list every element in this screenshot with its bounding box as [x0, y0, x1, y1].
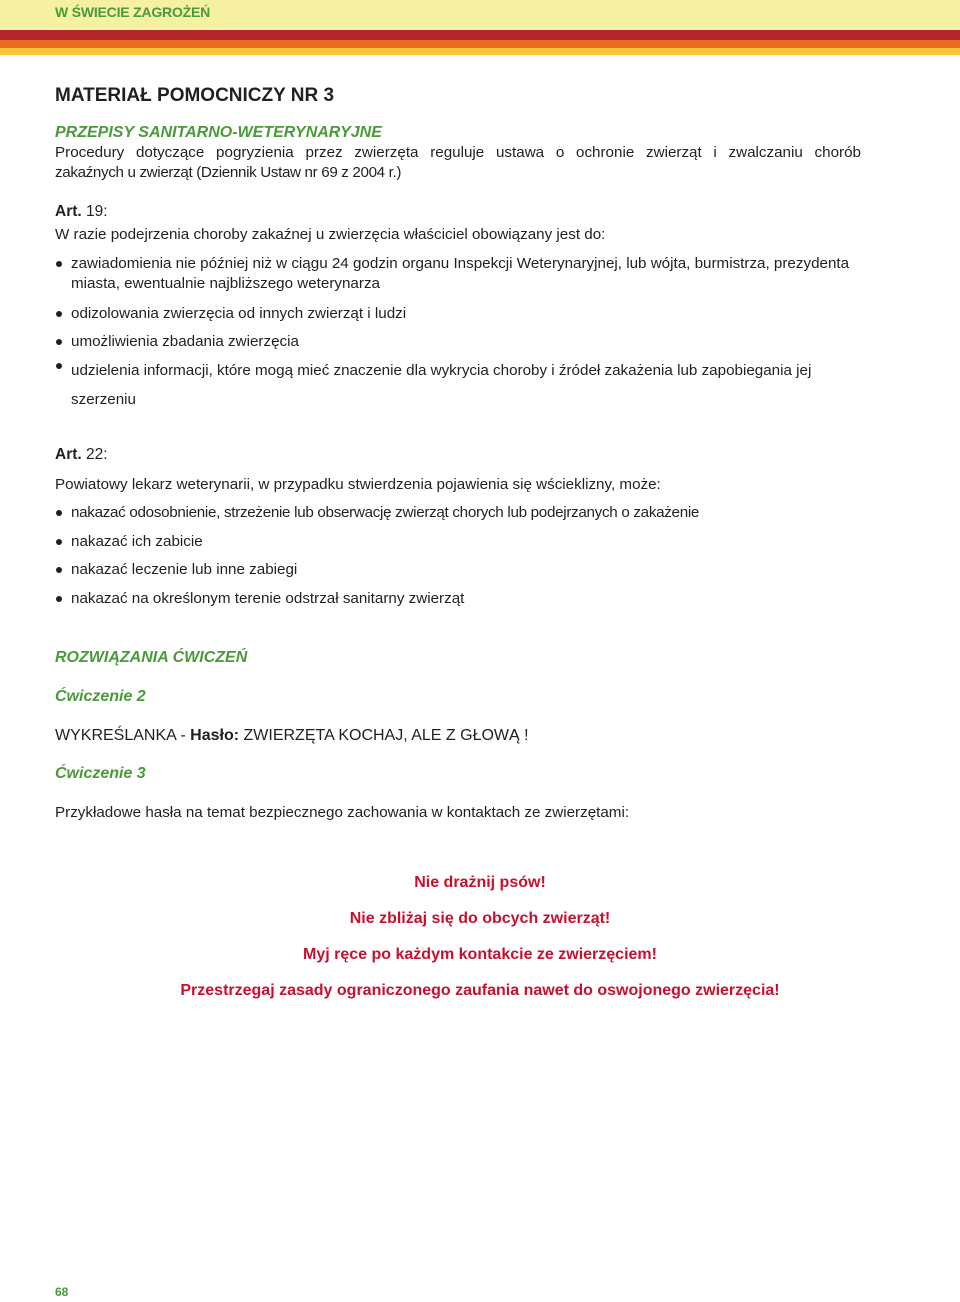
intro-line-2: zakaźnych u zwierząt (Dziennik Ustaw nr 69 z 2004 r.) — [55, 164, 402, 181]
art-19-number: 19: — [86, 203, 108, 220]
list-item: nakazać ich zabicie — [55, 532, 861, 552]
slogan-line: Myj ręce po każdym kontakcie ze zwierzęciem! — [303, 946, 657, 963]
password-label: Hasło: — [190, 727, 240, 744]
solutions-heading: ROZWIĄZANIA ĆWICZEŃ — [55, 649, 248, 666]
list-item: udzielenia informacji, które mogą mieć znaczenie dla wykrycia choroby i źródeł zakażenia lub zapobiegania jej szerzeniu — [55, 356, 861, 414]
page-title: MATERIAŁ POMOCNICZY NR 3 — [55, 85, 335, 106]
header-section-title: W ŚWIECIE ZAGROŻEŃ — [55, 4, 211, 20]
list-item: nakazać leczenie lub inne zabiegi — [55, 560, 861, 580]
slogan-line: Nie zbliżaj się do obcych zwierząt! — [349, 910, 611, 927]
exercise-3-lead: Przykładowe hasła na temat bezpiecznego zachowania w kontaktach ze zwierzętami: — [55, 804, 630, 821]
exercise-2-heading: Ćwiczenie 2 — [55, 688, 146, 705]
art-19-word: Art. — [55, 203, 82, 220]
slogan-line: Nie drażnij psów! — [414, 874, 546, 891]
list-item: nakazać na określonym terenie odstrzał sanitarny zwierząt — [55, 589, 861, 609]
header-stripe-yellow — [0, 48, 960, 55]
art-22-number: 22: — [86, 446, 108, 463]
art-22-label — [55, 446, 108, 464]
exercise-3-heading: Ćwiczenie 3 — [55, 765, 146, 782]
sanitary-heading: PRZEPISY SANITARNO-WETERYNARYJNE — [55, 124, 382, 141]
intro-line-1: Procedury dotyczące pogryzienia przez zwierzęta reguluje ustawa o ochronie zwierząt i zwalczaniu chorób — [55, 144, 861, 161]
exercise-2-prefix: WYKREŚLANKA - — [55, 727, 191, 744]
art-19-label — [55, 203, 108, 221]
header-stripe-orange — [0, 40, 960, 48]
art-22-word: Art. — [55, 446, 82, 463]
art-19-lead: W razie podejrzenia choroby zakaźnej u zwierzęcia właściciel obowiązany jest do: — [55, 226, 606, 243]
list-item: odizolowania zwierzęcia od innych zwierząt i ludzi — [55, 304, 861, 324]
page-number: 68 — [55, 1285, 69, 1299]
art-22-lead: Powiatowy lekarz weterynarii, w przypadku stwierdzenia pojawienia się wścieklizny, może: — [55, 476, 661, 493]
password-value: ZWIERZĘTA KOCHAJ, ALE Z GŁOWĄ ! — [239, 727, 529, 744]
exercise-2-answer — [55, 726, 529, 746]
list-item: zawiadomienia nie później niż w ciągu 24 godzin organu Inspekcji Weterynaryjnej, lub wójta, burmistrza, prezydenta miasta, ewentualnie najbliższego weterynarza — [55, 254, 861, 294]
list-item: nakazać odosobnienie, strzeżenie lub obserwację zwierząt chorych lub podejrzanych o zakażenie — [55, 503, 861, 523]
header-stripe-red — [0, 30, 960, 40]
slogan-line: Przestrzegaj zasady ograniczonego zaufania nawet do oswojonego zwierzęcia! — [180, 982, 780, 999]
list-item: umożliwienia zbadania zwierzęcia — [55, 332, 861, 352]
